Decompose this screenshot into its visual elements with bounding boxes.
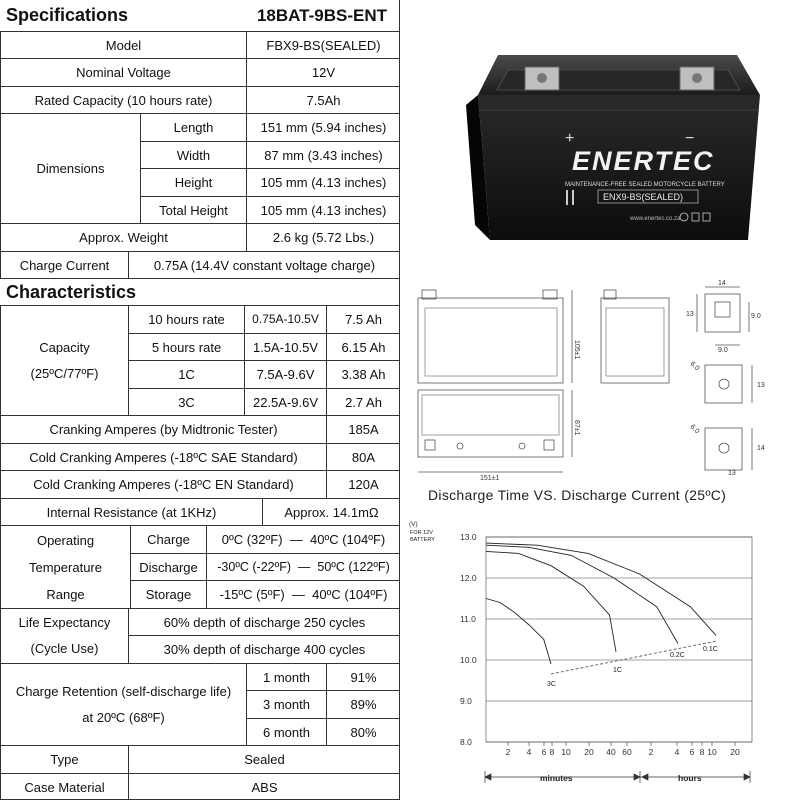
dim-side-1: 13: [757, 382, 765, 389]
y-tick-label: 9.0: [460, 696, 472, 706]
charge-current-value: 0.75A (14.4V constant voltage charge): [128, 251, 400, 278]
life-block-label: [0, 608, 128, 663]
brand-logo: ENERTEC: [572, 146, 715, 176]
capacity-block-label-line2: (25ºC/77ºF): [30, 365, 99, 381]
y-unit: (V): [409, 521, 418, 528]
chart-title: Discharge Time VS. Discharge Current (25ºC): [428, 487, 727, 503]
capacity-condition: 0.75A-10.5V: [244, 305, 326, 333]
y-tick-label: 11.0: [460, 614, 476, 624]
x-tick-label-hours: 8: [699, 747, 705, 757]
y-tick-label: 12.0: [460, 573, 477, 583]
dim-length: 151±1: [480, 475, 500, 482]
characteristics-heading: Characteristics: [0, 278, 400, 305]
dimensions-label: Dimensions: [0, 113, 140, 223]
retention-period: 3 month: [246, 690, 326, 718]
temp-mode: Charge: [130, 525, 206, 553]
dim-terminal-bottom: 9.0: [718, 347, 728, 354]
series-line-0.2C: [486, 545, 678, 643]
cranking-label: Cranking Amperes (by Midtronic Tester): [0, 415, 326, 443]
x-tick-label-minutes: 2: [505, 747, 511, 757]
terminal-detail-top: [705, 294, 740, 332]
temp-label-line3: Range: [46, 586, 85, 602]
x-tick-label-minutes: 6: [541, 747, 547, 757]
x-tick-label-minutes: 8: [549, 747, 555, 757]
voltage-label: Nominal Voltage: [0, 58, 246, 86]
capacity-condition: 1.5A-10.5V: [244, 333, 326, 360]
capacity-label: Rated Capacity (10 hours rate): [0, 86, 246, 113]
x-tick-label-minutes: 20: [584, 747, 594, 757]
weight-label: Approx. Weight: [0, 223, 246, 251]
dim-value: 87 mm (3.43 inches): [246, 141, 400, 168]
y-note-2: BATTERY: [410, 537, 435, 543]
dim-label: Height: [140, 168, 246, 196]
dim-terminal-h2: 9.0: [751, 313, 761, 320]
series-line-3C: [486, 599, 551, 665]
series-line-1C: [486, 551, 616, 651]
model-value: FBX9-BS(SEALED): [246, 31, 400, 58]
resistance-label: Internal Resistance (at 1KHz): [0, 498, 262, 525]
x-tick-label-hours: 20: [730, 747, 740, 757]
dim-value: 151 mm (5.94 inches): [246, 113, 400, 141]
retention-value: 80%: [326, 718, 400, 745]
capacity-condition: 22.5A-9.6V: [244, 388, 326, 415]
retention-value: 91%: [326, 663, 400, 690]
x-tick-label-minutes: 40: [606, 747, 616, 757]
series-label: 1C: [613, 667, 622, 674]
cranking-label: Cold Cranking Amperes (-18ºC EN Standard): [0, 470, 326, 498]
capacity-value: 7.5Ah: [246, 86, 400, 113]
plot-frame: [486, 537, 752, 742]
type-value: Sealed: [128, 745, 400, 773]
series-label: 0.1C: [703, 646, 718, 653]
side-view: [601, 298, 669, 383]
resistance-value: Approx. 14.1mΩ: [262, 498, 400, 525]
life-label-line1: Life Expectancy: [18, 615, 111, 630]
dim-terminal-h1: 13: [686, 311, 694, 318]
charge-current-label: Charge Current: [0, 251, 128, 278]
series-label: 0.2C: [670, 652, 685, 659]
temperature-block-label: [0, 525, 130, 608]
cranking-label: Cold Cranking Amperes (-18ºC SAE Standard): [0, 443, 326, 470]
dim-side-3: 13: [728, 470, 736, 477]
battery-model: ENX9-BS(SEALED): [603, 192, 684, 202]
minus-sign: −: [685, 130, 695, 147]
dim-hole-1: 6.0: [688, 360, 701, 373]
x-tick-label-minutes: 10: [561, 747, 571, 757]
specifications-heading: Specifications: [6, 5, 129, 25]
type-label: Type: [0, 745, 128, 773]
dim-label: Total Height: [140, 196, 246, 223]
battery-url: www.enertec.co.za: [630, 216, 681, 222]
dim-value: 105 mm (4.13 inches): [246, 168, 400, 196]
x-tick-label-hours: 2: [648, 747, 654, 757]
capacity-ah: 2.7 Ah: [326, 388, 400, 415]
terminal-detail-bottom: [705, 428, 742, 470]
life-value: 60% depth of discharge 250 cycles: [128, 608, 400, 635]
y-tick-label: 8.0: [460, 737, 472, 747]
series-line-0.1C: [486, 543, 716, 635]
y-note-1: FOR 12V: [410, 530, 433, 536]
capacity-rate: 10 hours rate: [128, 305, 244, 333]
right-panel: [400, 0, 800, 800]
dim-terminal-width: 14: [718, 280, 726, 287]
dimension-drawing: [400, 270, 800, 485]
y-tick-label: 13.0: [460, 532, 477, 542]
dim-value: 105 mm (4.13 inches): [246, 196, 400, 223]
weight-value: 2.6 kg (5.72 Lbs.): [246, 223, 400, 251]
temp-range: 0ºC (32ºF) — 40ºC (104ºF): [206, 525, 400, 553]
part-number: 18BAT-9BS-ENT: [256, 6, 388, 25]
cranking-value: 120A: [326, 470, 400, 498]
temp-label-line1: Operating: [36, 532, 95, 548]
dim-height: 105±1: [573, 340, 580, 360]
retention-period: 1 month: [246, 663, 326, 690]
retention-value: 89%: [326, 690, 400, 718]
endpoint-dashed-line: [551, 641, 716, 674]
capacity-rate: 5 hours rate: [128, 333, 244, 360]
x-tick-label-hours: 10: [707, 747, 717, 757]
temp-label-line2: Temperature: [29, 559, 102, 575]
x-tick-label-hours: 4: [674, 747, 680, 757]
life-value: 30% depth of discharge 400 cycles: [128, 635, 400, 663]
cranking-value: 80A: [326, 443, 400, 470]
life-label-line2: (Cycle Use): [30, 641, 99, 656]
front-view: [418, 298, 563, 383]
capacity-ah: 6.15 Ah: [326, 333, 400, 360]
x-group-hours: hours: [678, 773, 702, 783]
case-value: ABS: [128, 773, 400, 800]
dim-hole-2: 6.0: [688, 423, 701, 436]
y-tick-label: 10.0: [460, 655, 477, 665]
retention-label-line2: at 20ºC (68ºF): [82, 709, 165, 725]
capacity-block-label-line1: Capacity: [39, 339, 90, 355]
battery-illustration: [400, 0, 800, 260]
x-tick-label-minutes: 60: [622, 747, 632, 757]
terminal-left: [525, 67, 559, 90]
temp-mode: Discharge: [130, 553, 206, 580]
dim-side-2: 14: [757, 445, 765, 452]
capacity-rate: 3C: [128, 388, 244, 415]
temp-range: -15ºC (5ºF) — 40ºC (104ºF): [206, 580, 400, 608]
x-tick-label-hours: 6: [689, 747, 695, 757]
case-label: Case Material: [0, 773, 128, 800]
dim-label: Length: [140, 113, 246, 141]
capacity-block-label: [0, 305, 128, 415]
model-label: Model: [0, 31, 246, 58]
capacity-rate: 1C: [128, 360, 244, 388]
temp-range: -30ºC (-22ºF) — 50ºC (122ºF): [206, 553, 400, 580]
cranking-value: 185A: [326, 415, 400, 443]
top-view: [418, 390, 563, 457]
capacity-condition: 7.5A-9.6V: [244, 360, 326, 388]
voltage-value: 12V: [246, 58, 400, 86]
terminal-detail-mid: [705, 365, 742, 403]
retention-block-label: [0, 663, 246, 745]
temp-mode: Storage: [130, 580, 206, 608]
x-group-minutes: minutes: [540, 773, 573, 783]
dim-depth: 87±1: [573, 420, 580, 436]
x-tick-label-minutes: 4: [526, 747, 532, 757]
series-label: 3C: [547, 681, 556, 688]
dim-label: Width: [140, 141, 246, 168]
retention-label-line1: Charge Retention (self-discharge life): [15, 683, 232, 699]
plus-sign: +: [565, 130, 575, 147]
retention-period: 6 month: [246, 718, 326, 745]
battery-subtitle: MAINTENANCE-FREE SEALED MOTORCYCLE BATTERY: [565, 182, 725, 188]
x-group-arrows: [485, 771, 750, 783]
capacity-ah: 7.5 Ah: [326, 305, 400, 333]
terminal-right: [680, 67, 714, 90]
discharge-chart: [400, 510, 800, 800]
capacity-ah: 3.38 Ah: [326, 360, 400, 388]
